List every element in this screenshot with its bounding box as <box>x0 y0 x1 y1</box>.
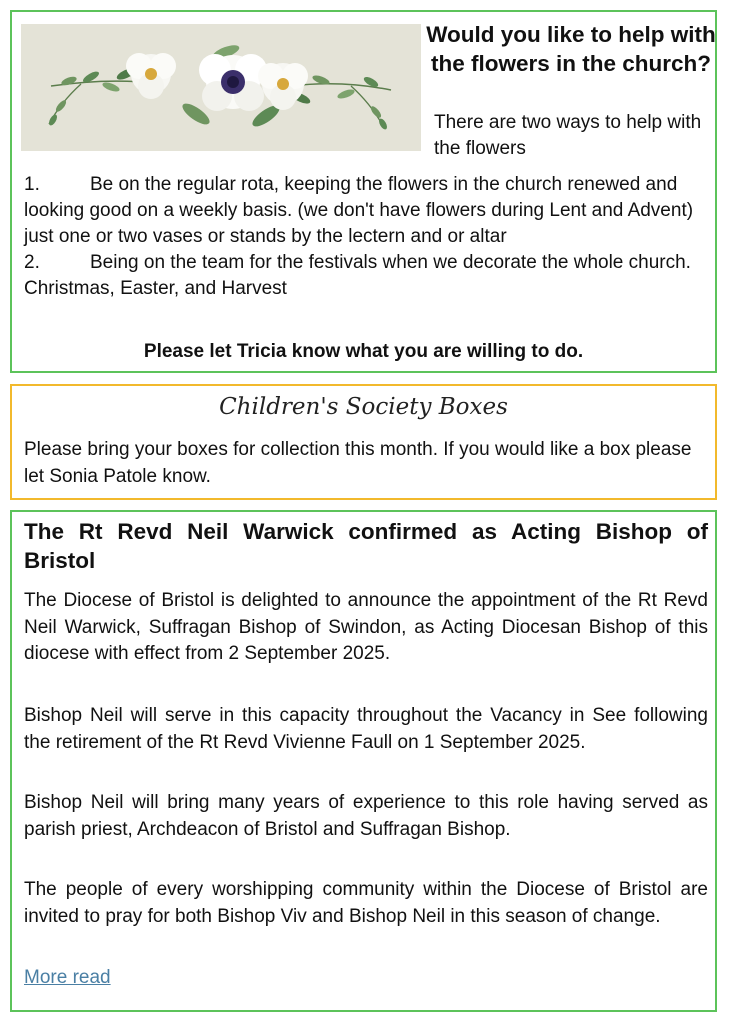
more-read-link[interactable]: More read <box>24 967 111 988</box>
article-paragraph: The Diocese of Bristol is delighted to announce the appointment of the Rt Revd Neil Warwick, Suffragan Bishop of Swindon, as Acting Diocesan Bishop of this diocese with effect from 2 September 2025. <box>24 590 708 664</box>
list-item-text: Being on the team for the festivals when we decorate the whole church. Christmas, Easter, and Harvest <box>24 252 691 299</box>
society-title: Children's Society Boxes <box>219 394 508 420</box>
flowers-intro: There are two ways to help with the flowers <box>434 112 702 159</box>
flower-garland-image <box>21 24 421 151</box>
list-item-text: Be on the regular rota, keeping the flowers in the church renewed and looking good on a weekly basis. (we don't have flowers during Lent and Advent) just one or two vases or stands by the lectern and or altar <box>24 174 694 247</box>
list-item <box>24 172 712 250</box>
flowers-options-list <box>24 172 712 302</box>
flowers-call-to-action: Please let Tricia know what you are willing to do. <box>143 341 584 362</box>
flowers-heading: Would you like to help with the flowers in the church? <box>426 22 716 76</box>
article-paragraph: Bishop Neil will bring many years of experience to this role having served as parish priest, Archdeacon of Bristol and Suffragan Bishop. <box>24 792 708 840</box>
article-paragraph: The people of every worshipping community within the Diocese of Bristol are invited to pray for both Bishop Viv and Bishop Neil in this season of change. <box>24 879 708 927</box>
list-item-number: 2. <box>24 252 40 273</box>
list-item-number: 1. <box>24 174 40 195</box>
article-title: The Rt Revd Neil Warwick confirmed as Acting Bishop of Bristol <box>24 519 708 573</box>
article-paragraph: Bishop Neil will serve in this capacity throughout the Vacancy in See following the retirement of the Rt Revd Vivienne Faull on 1 September 2025. <box>24 705 708 753</box>
bishop-article <box>10 510 717 1012</box>
flowers-notice <box>10 10 717 373</box>
childrens-society-notice <box>10 384 717 500</box>
society-body: Please bring your boxes for collection this month. If you would like a box please let Sonia Patole know. <box>24 439 692 487</box>
list-item <box>24 250 712 302</box>
